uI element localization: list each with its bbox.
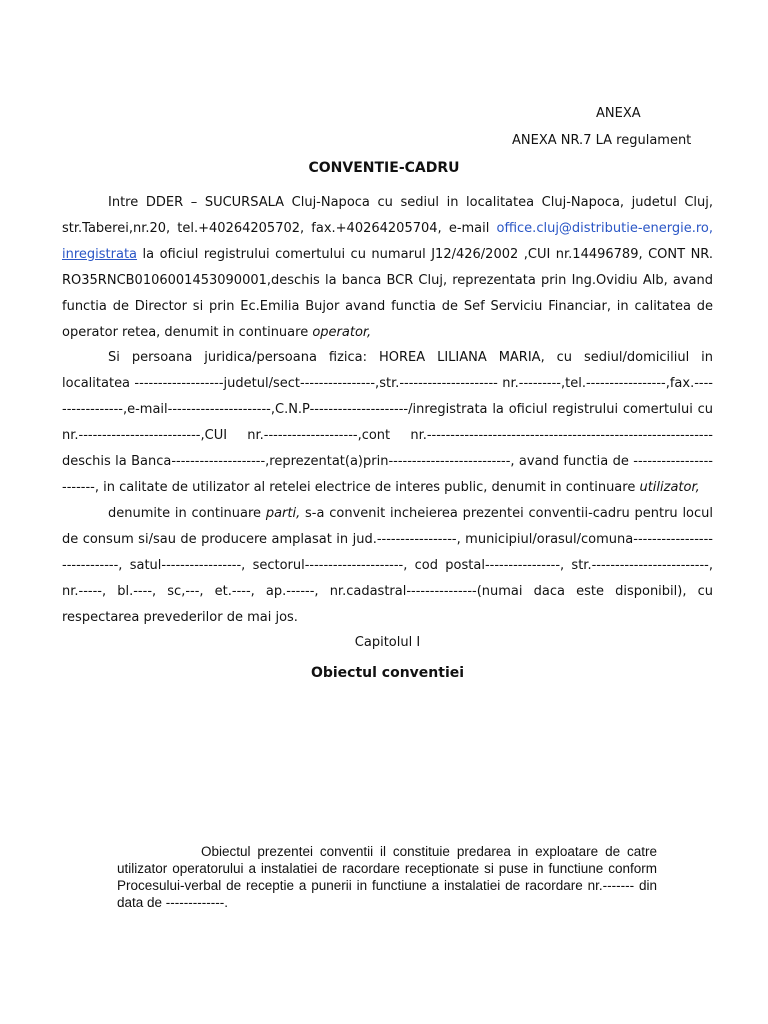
- chapter-heading: Obiectul conventiei: [310, 665, 465, 682]
- chapter-label: Capitolul I: [354, 635, 421, 651]
- inregistrata-link[interactable]: inregistrata: [62, 246, 138, 262]
- email-link[interactable]: office.cluj@distributie-energie.ro,: [496, 220, 713, 236]
- anexa-number: ANEXA NR.7 LA regulament: [512, 133, 692, 148]
- paragraph-parti: [62, 501, 713, 631]
- parti-term: parti,: [265, 505, 301, 521]
- object-paragraph: Obiectul prezentei conventii il constituie predarea in exploatare de catre utilizator operatorului a instalatiei de racordare receptionate si puse in functiune conform Procesului-verbal de receptie a punerii in functiune a instalatiei de racordare nr.------- din data de -------------.: [117, 844, 657, 910]
- paragraph-operator-text-a: Intre DDER – SUCURSALA Cluj-Napoca cu sediul in localitatea Cluj-Napoca, judetul Cluj, str.Taberei,nr.20, tel.+40264205702, fax.+40264205704, e-mail: [62, 195, 713, 236]
- object-text-box: [117, 843, 657, 911]
- paragraph-parti-text-a: denumite in continuare: [108, 505, 266, 521]
- paragraph-operator: [62, 190, 713, 345]
- paragraph-utilizator-text: Si persoana juridica/persoana fizica: HOREA LILIANA MARIA, cu sediul/domiciliul in localitatea -------------------judetul/sect----------------,str.--------------------- nr.---------,tel.-----------------,fax.-----------------,e-mail----------------------,C.N.P---------------------/inregistrata la oficiul registrului comertului cu nr.--------------------------,CUI nr.--------------------,cont nr.-------------------------------------------------------------deschis la Banca--------------------,reprezentat(a)prin--------------------------, avand functia de ------------------------, in calitate de utilizator al retelei electrice de interes public, denumit in continuare: [62, 350, 713, 495]
- utilizator-term: utilizator,: [639, 479, 700, 495]
- paragraph-parti-text-b: s-a convenit incheierea prezentei conventii-cadru pentru locul de consum si/sau de producere amplasat in jud.-----------------, municipiul/orasul/comuna-----------------------------, satul-----------------, sectorul---------------------, cod postal----------------, str.-------------------------, nr.-----, bl.----, sc,---, et.----, ap.------, nr.cadastral---------------(numai daca este disponibil), cu respectarea prevederilor de mai jos.: [62, 505, 714, 625]
- document-body: [62, 190, 713, 688]
- paragraph-utilizator: [62, 345, 713, 500]
- document-title: CONVENTIE-CADRU: [308, 160, 460, 176]
- paragraph-operator-text-b: la oficiul registrului comertului cu numarul J12/426/2002 ,CUI nr.14496789, CONT NR. RO35RNCB0106001453090001,deschis la banca BCR Cluj, reprezentata prin Ing.Ovidiu Alb, avand functia de Director si prin Ec.Emilia Bujor avand functia de Sef Serviciu Financiar, in calitatea de operator retea, denumit in continuare: [62, 246, 713, 340]
- anexa-label: ANEXA: [596, 106, 641, 121]
- operator-term: operator,: [312, 324, 372, 340]
